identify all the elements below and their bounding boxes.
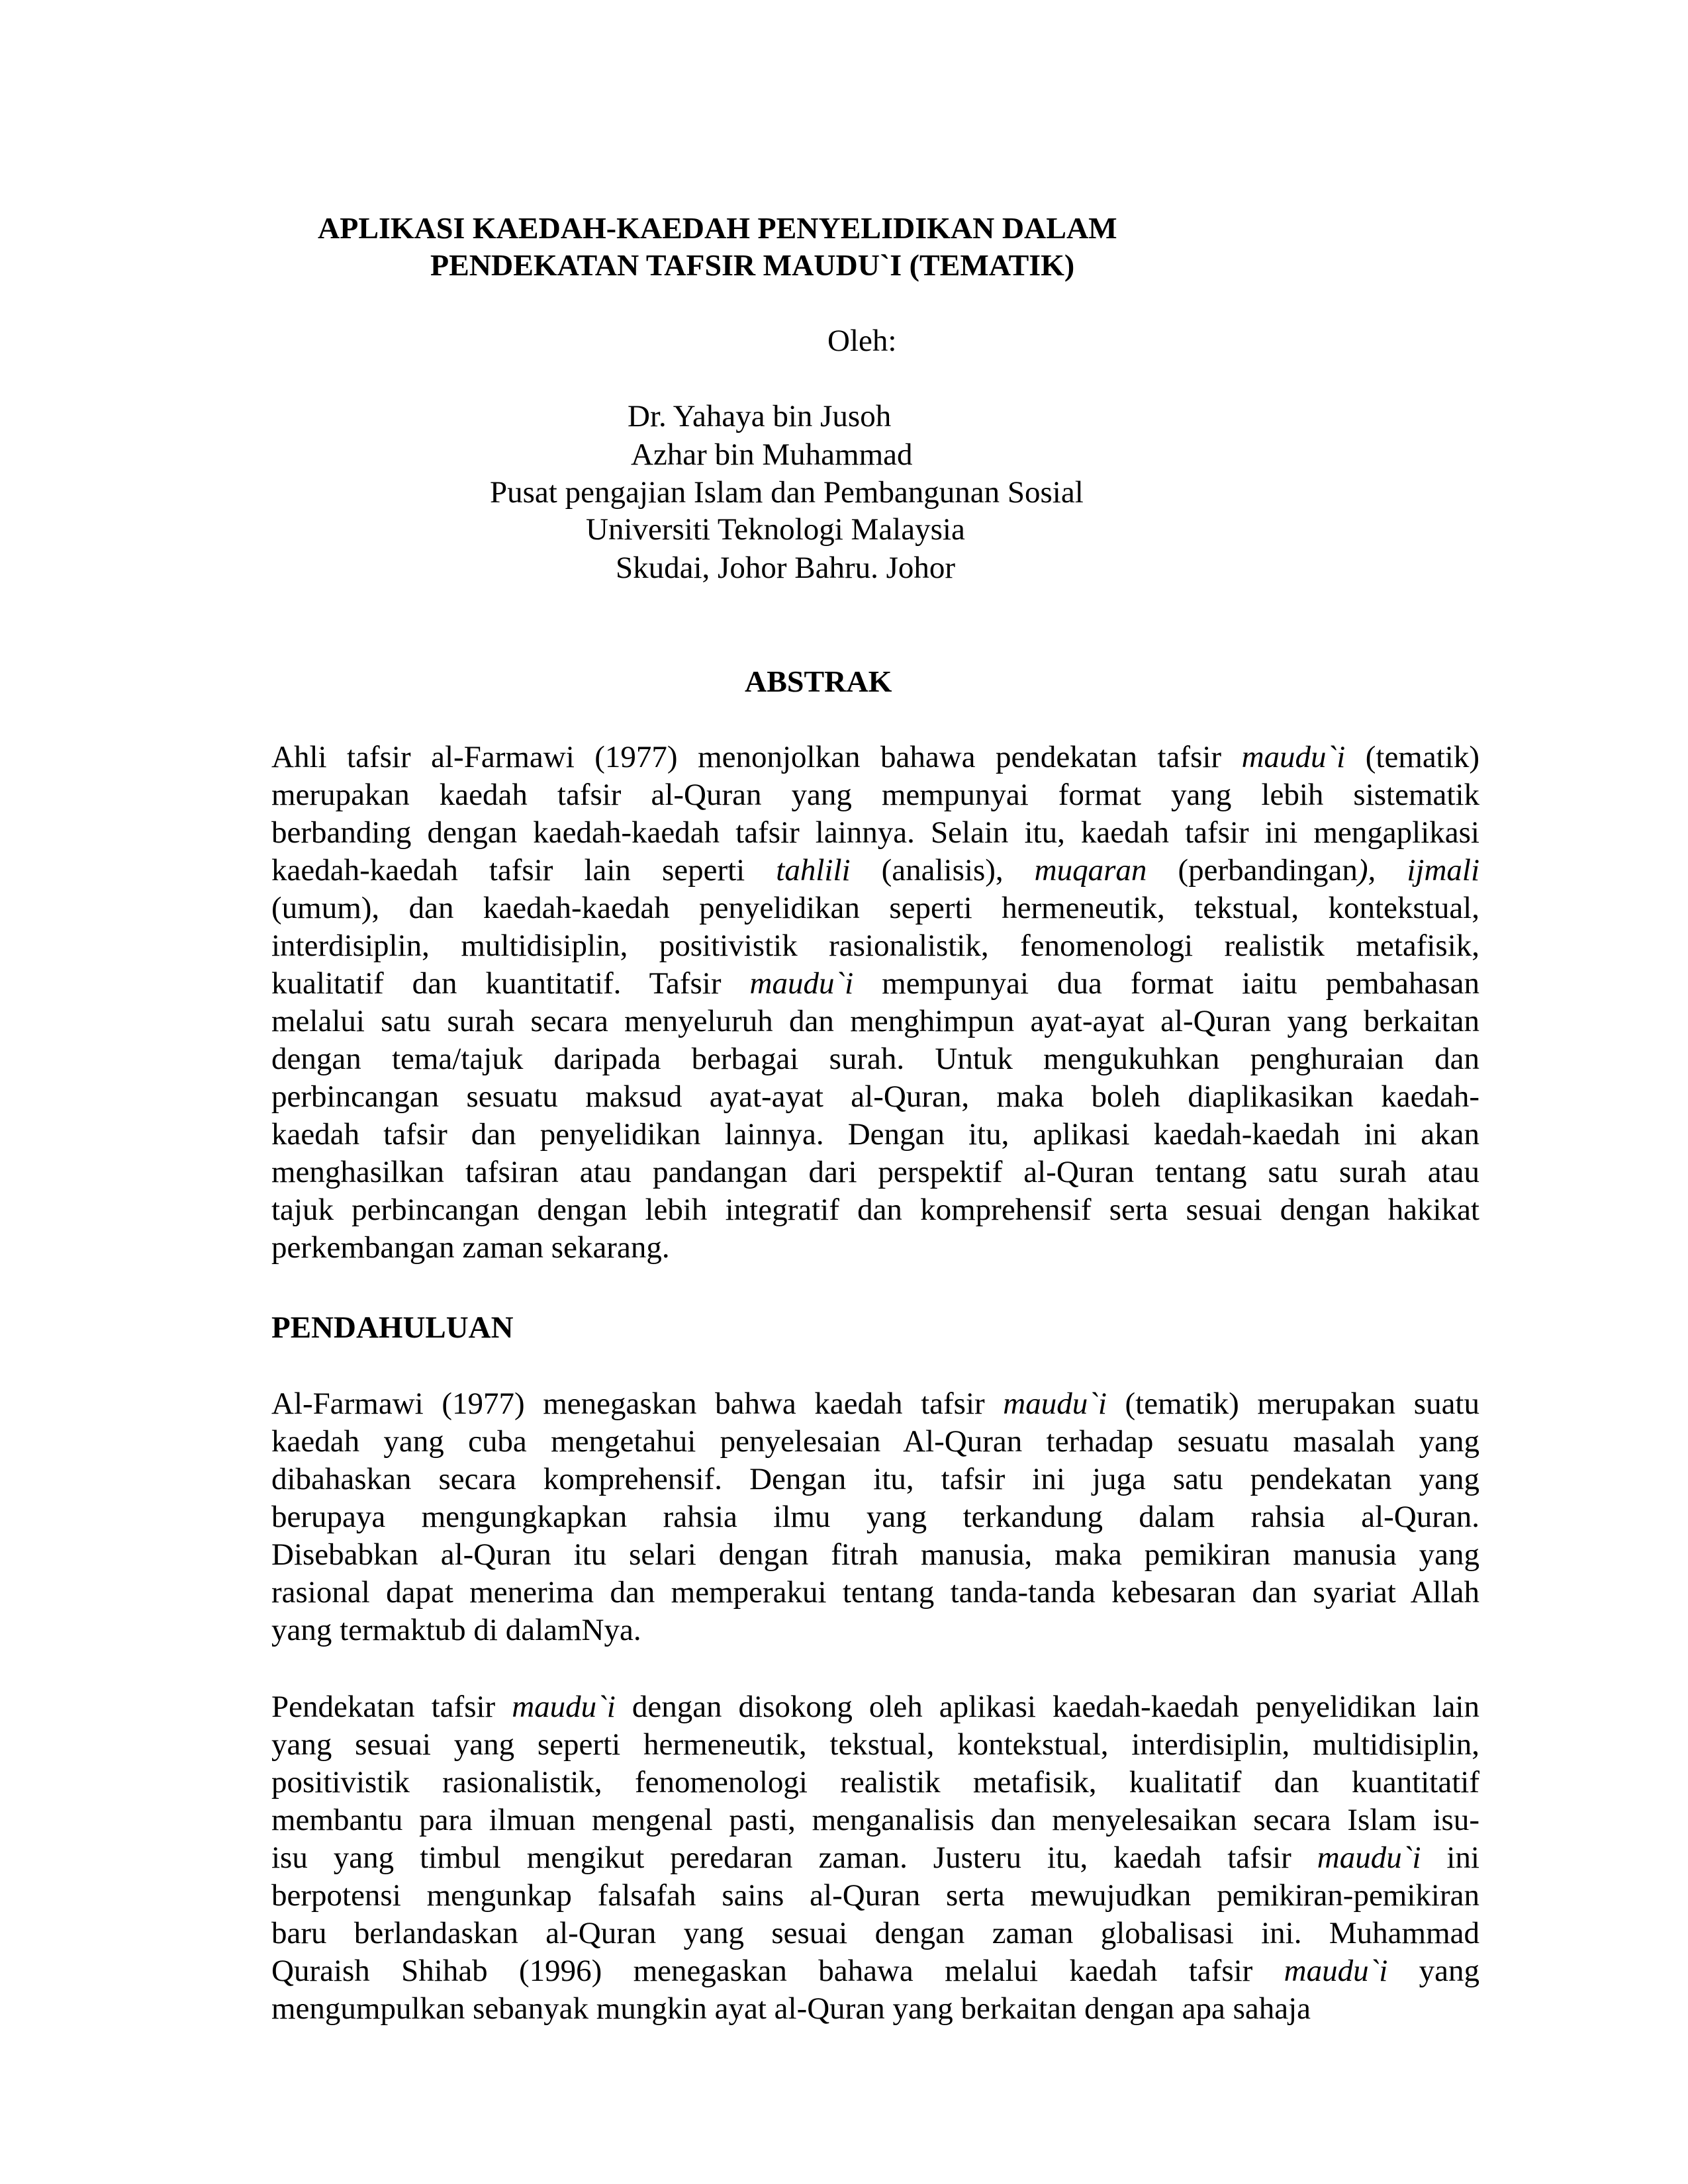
text-line	[271, 1461, 1479, 1498]
text-run: membantu para ilmuan mengenal pasti, menganalisis dan menyelesaikan secara Islam isu-	[271, 1803, 1479, 1837]
text-line	[271, 889, 1479, 927]
text-run: (umum), dan kaedah-kaedah penyelidikan seperti hermeneutik, tekstual, kontekstual,	[271, 891, 1479, 925]
text-run: yang termaktub di dalamNya.	[271, 1613, 641, 1647]
text-line	[271, 1612, 1479, 1649]
text-run: Ahli tafsir al-Farmawi (1977) menonjolkan bahawa pendekatan tafsir	[271, 740, 1242, 774]
text-run: rasional dapat menerima dan memperakui tentang tanda-tanda kebesaran dan syariat Allah	[271, 1575, 1479, 1610]
text-line	[271, 814, 1479, 852]
text-run: (tematik)	[1345, 740, 1479, 774]
italic-term: maudu`i	[1241, 740, 1346, 774]
text-run: merupakan kaedah tafsir al-Quran yang mempunyai format yang lebih sistematik	[271, 778, 1479, 812]
text-run: kaedah tafsir dan penyelidikan lainnya. Dengan itu, aplikasi kaedah-kaedah ini akan	[271, 1117, 1479, 1152]
text-line	[271, 1952, 1479, 1990]
text-run: mengumpulkan sebanyak mungkin ayat al-Quran yang berkaitan dengan apa sahaja	[271, 1991, 1311, 2026]
text-line	[271, 852, 1479, 889]
text-run: perbincangan sesuatu maksud ayat-ayat al-Quran, maka boleh diaplikasikan kaedah-	[271, 1079, 1479, 1114]
author-location: Skudai, Johor Bahru. Johor	[616, 551, 956, 585]
text-line	[271, 1040, 1479, 1078]
text-line	[271, 1078, 1479, 1116]
text-line	[271, 739, 1479, 776]
text-line	[271, 1764, 1479, 1801]
text-line	[271, 1536, 1479, 1574]
abstract-heading: ABSTRAK	[745, 664, 892, 698]
byline-label: Oleh:	[827, 324, 897, 358]
text-line	[271, 1877, 1479, 1915]
text-line	[271, 1839, 1479, 1877]
text-line	[271, 1726, 1479, 1764]
italic-term: maudu`i	[1317, 1841, 1421, 1875]
text-line	[271, 1990, 1479, 2028]
text-run: dengan tema/tajuk daripada berbagai surah. Untuk mengukuhkan penghuraian dan	[271, 1042, 1479, 1076]
text-line	[271, 965, 1479, 1003]
italic-term: maudu`i	[1003, 1387, 1107, 1421]
text-run: kaedah-kaedah tafsir lain seperti	[271, 853, 776, 887]
text-run: kaedah yang cuba mengetahui penyelesaian Al-Quran terhadap sesuatu masalah yang	[271, 1424, 1479, 1459]
author-university: Universiti Teknologi Malaysia	[586, 512, 965, 547]
text-run: kualitatif dan kuantitatif. Tafsir	[271, 966, 750, 1001]
text-run: yang	[1387, 1954, 1479, 1988]
text-line	[271, 1154, 1479, 1191]
text-line	[271, 1191, 1479, 1229]
text-line	[271, 1915, 1479, 1952]
author-name: Dr. Yahaya bin Jusoh	[628, 399, 892, 433]
text-line	[271, 1003, 1479, 1040]
italic-term: maudu`i	[749, 966, 854, 1001]
text-run: baru berlandaskan al-Quran yang sesuai dengan zaman globalisasi ini. Muhammad	[271, 1916, 1479, 1950]
text-run: Pendekatan tafsir	[271, 1690, 512, 1724]
text-line	[271, 1688, 1479, 1726]
italic-term: muqaran	[1034, 853, 1147, 887]
text-run: Disebabkan al-Quran itu selari dengan fitrah manusia, maka pemikiran manusia yang	[271, 1537, 1479, 1572]
author-affiliation: Pusat pengajian Islam dan Pembangunan Sosial	[490, 475, 1084, 510]
text-run: berupaya mengungkapkan rahsia ilmu yang terkandung dalam rahsia al-Quran.	[271, 1500, 1479, 1534]
introduction-paragraph-2	[271, 1688, 1479, 2028]
italic-term: ), ijmali	[1357, 853, 1479, 887]
text-run: tajuk perbincangan dengan lebih integratif dan komprehensif serta sesuai dengan hakikat	[271, 1193, 1479, 1227]
text-line	[271, 1801, 1479, 1839]
text-line	[271, 1116, 1479, 1154]
text-run: (analisis),	[850, 853, 1035, 887]
text-run: berbanding dengan kaedah-kaedah tafsir lainnya. Selain itu, kaedah tafsir ini mengaplikasi	[271, 815, 1479, 850]
author-name: Azhar bin Muhammad	[631, 437, 913, 472]
text-run: melalui satu surah secara menyeluruh dan menghimpun ayat-ayat al-Quran yang berkaitan	[271, 1004, 1479, 1038]
text-run: positivistik rasionalistik, fenomenologi realistik metafisik, kualitatif dan kuantitatif	[271, 1765, 1479, 1799]
text-line	[271, 1574, 1479, 1612]
text-run: dibahaskan secara komprehensif. Dengan itu, tafsir ini juga satu pendekatan yang	[271, 1462, 1479, 1496]
title-line-2: PENDEKATAN TAFSIR MAUDU`I (TEMATIK)	[430, 248, 1075, 282]
text-line	[271, 1423, 1479, 1461]
italic-term: maudu`i	[512, 1690, 616, 1724]
text-run: menghasilkan tafsiran atau pandangan dari perspektif al-Quran tentang satu surah atau	[271, 1155, 1479, 1189]
text-run: mempunyai dua format iaitu pembahasan	[853, 966, 1480, 1001]
text-line	[271, 1498, 1479, 1536]
text-run: yang sesuai yang seperti hermeneutik, tekstual, kontekstual, interdisiplin, multidisiplin,	[271, 1727, 1479, 1762]
text-line	[271, 776, 1479, 814]
text-run: isu yang timbul mengikut peredaran zaman. Justeru itu, kaedah tafsir	[271, 1841, 1317, 1875]
text-run: (tematik) merupakan suatu	[1106, 1387, 1479, 1421]
text-run: perkembangan zaman sekarang.	[271, 1230, 670, 1265]
text-line	[271, 1229, 1479, 1267]
text-run: Al-Farmawi (1977) menegaskan bahwa kaedah tafsir	[271, 1387, 1004, 1421]
abstract-paragraph	[271, 739, 1479, 1267]
introduction-paragraph-1	[271, 1385, 1479, 1649]
text-run: ini	[1421, 1841, 1479, 1875]
text-run: interdisiplin, multidisiplin, positivistik rasionalistik, fenomenologi realistik metafisik,	[271, 929, 1479, 963]
italic-term: tahlili	[776, 853, 851, 887]
introduction-heading: PENDAHULUAN	[271, 1310, 514, 1345]
title-line-1: APLIKASI KAEDAH-KAEDAH PENYELIDIKAN DALAM	[318, 211, 1117, 245]
text-line	[271, 1385, 1479, 1423]
italic-term: maudu`i	[1284, 1954, 1388, 1988]
text-run: (perbandingan	[1147, 853, 1358, 887]
text-line	[271, 927, 1479, 965]
text-run: berpotensi mengunkap falsafah sains al-Quran serta mewujudkan pemikiran-pemikiran	[271, 1878, 1479, 1913]
text-run: dengan disokong oleh aplikasi kaedah-kaedah penyelidikan lain	[615, 1690, 1479, 1724]
text-run: Quraish Shihab (1996) menegaskan bahawa melalui kaedah tafsir	[271, 1954, 1284, 1988]
